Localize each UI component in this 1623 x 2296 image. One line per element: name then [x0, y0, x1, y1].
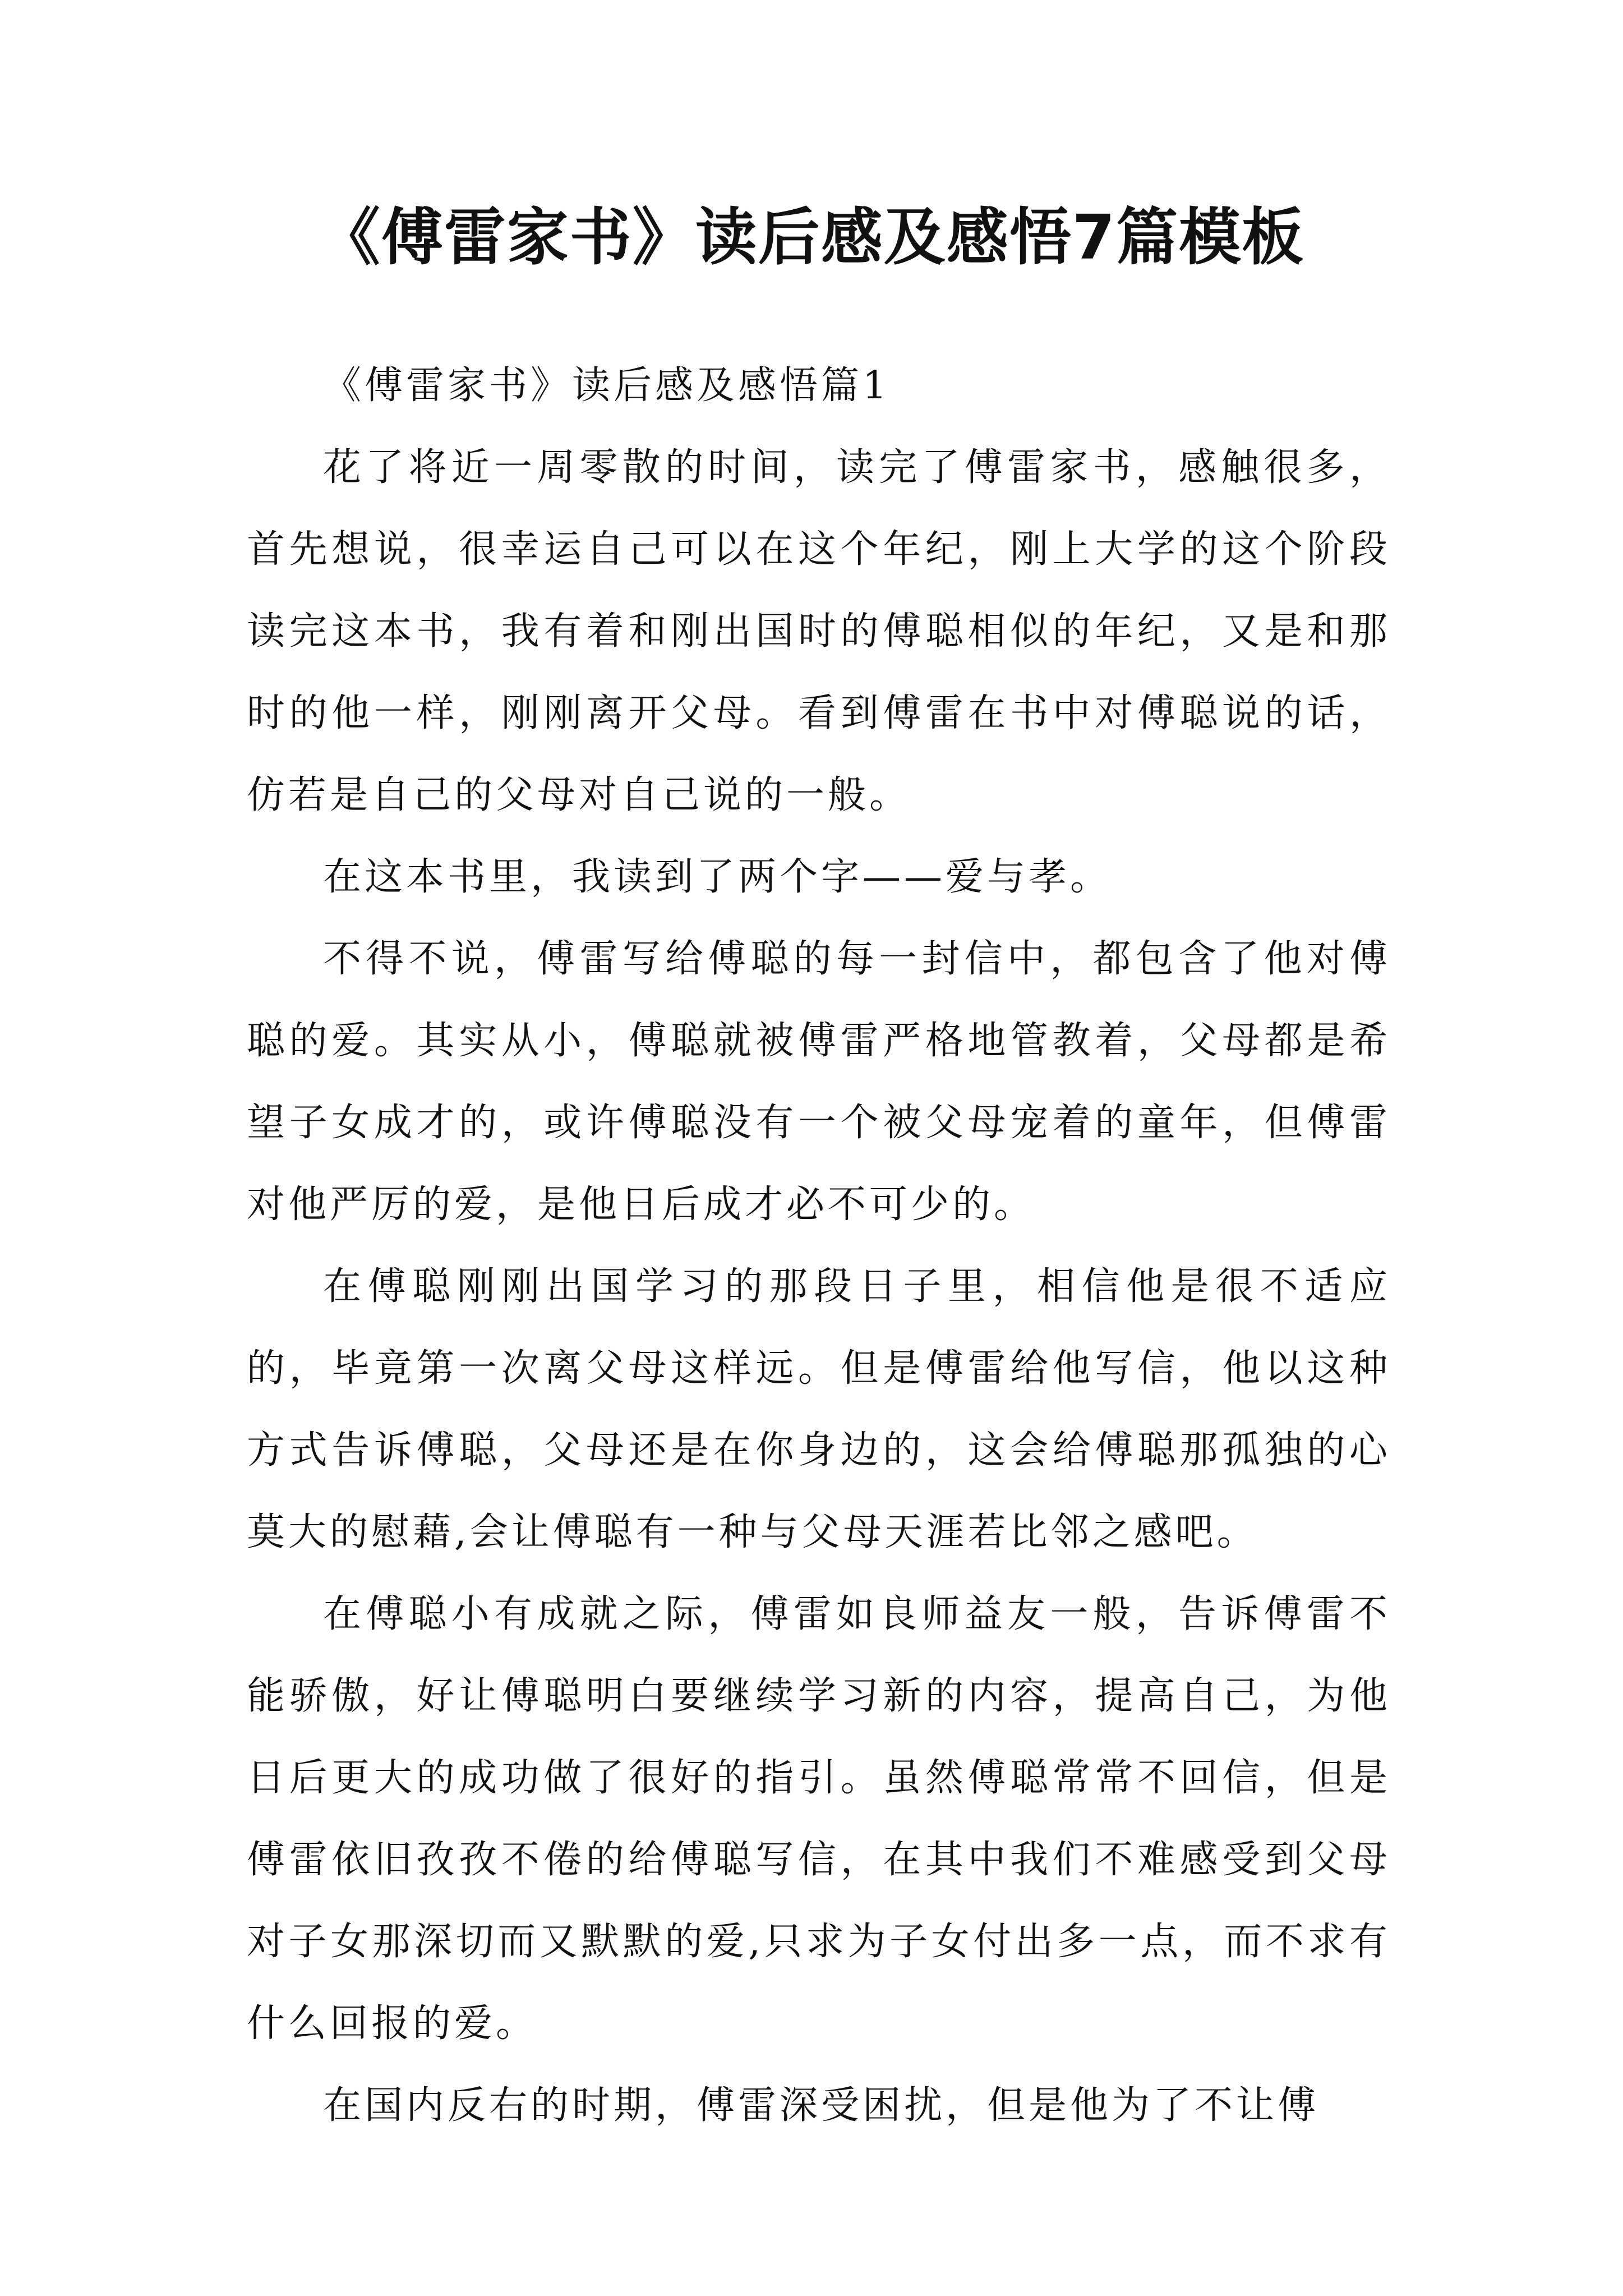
document-body — [247, 345, 1391, 2147]
paragraph-4: 在傅聪刚刚出国学习的那段日子里，相信他是很不适应的，毕竟第一次离父母这样远。但是傅雷给他写信，他以这种方式告诉傅聪，父母还是在你身边的，这会给傅聪那孤独的心莫大的慰藉,会让傅聪有一种与父母天涯若比邻之感吧。 — [247, 1264, 1391, 1554]
document-title: 《傅雷家书》读后感及感悟7篇模板 — [318, 201, 1305, 273]
paragraph-6: 在国内反右的时期，傅雷深受困扰，但是他为了不让傅 — [323, 2083, 1320, 2128]
paragraph-5: 在傅聪小有成就之际，傅雷如良师益友一般，告诉傅雷不能骄傲，好让傅聪明白要继续学习新的内容，提高自己，为他日后更大的成功做了很好的指引。虽然傅聪常常不回信，但是傅雷依旧孜孜不倦的给傅聪写信，在其中我们不难感受到父母对子女那深切而又默默的爱,只求为子女付出多一点，而不求有什么回报的爱。 — [247, 1592, 1391, 2046]
section-heading: 《傅雷家书》读后感及感悟篇1 — [323, 364, 891, 408]
paragraph-3: 不得不说，傅雷写给傅聪的每一封信中，都包含了他对傅聪的爱。其实从小，傅聪就被傅雷严格地管教着，父母都是希望子女成才的，或许傅聪没有一个被父母宠着的童年，但傅雷对他严厉的爱，是他日后成才必不可少的。 — [247, 937, 1391, 1227]
paragraph-1: 花了将近一周零散的时间，读完了傅雷家书，感触很多，首先想说，很幸运自己可以在这个年纪，刚上大学的这个阶段读完这本书，我有着和刚出国时的傅聪相似的年纪，又是和那时的他一样，刚刚离开父母。看到傅雷在书中对傅聪说的话，仿若是自己的父母对自己说的一般。 — [247, 445, 1391, 817]
paragraph-2: 在这本书里，我读到了两个字——爱与孝。 — [323, 855, 1112, 899]
